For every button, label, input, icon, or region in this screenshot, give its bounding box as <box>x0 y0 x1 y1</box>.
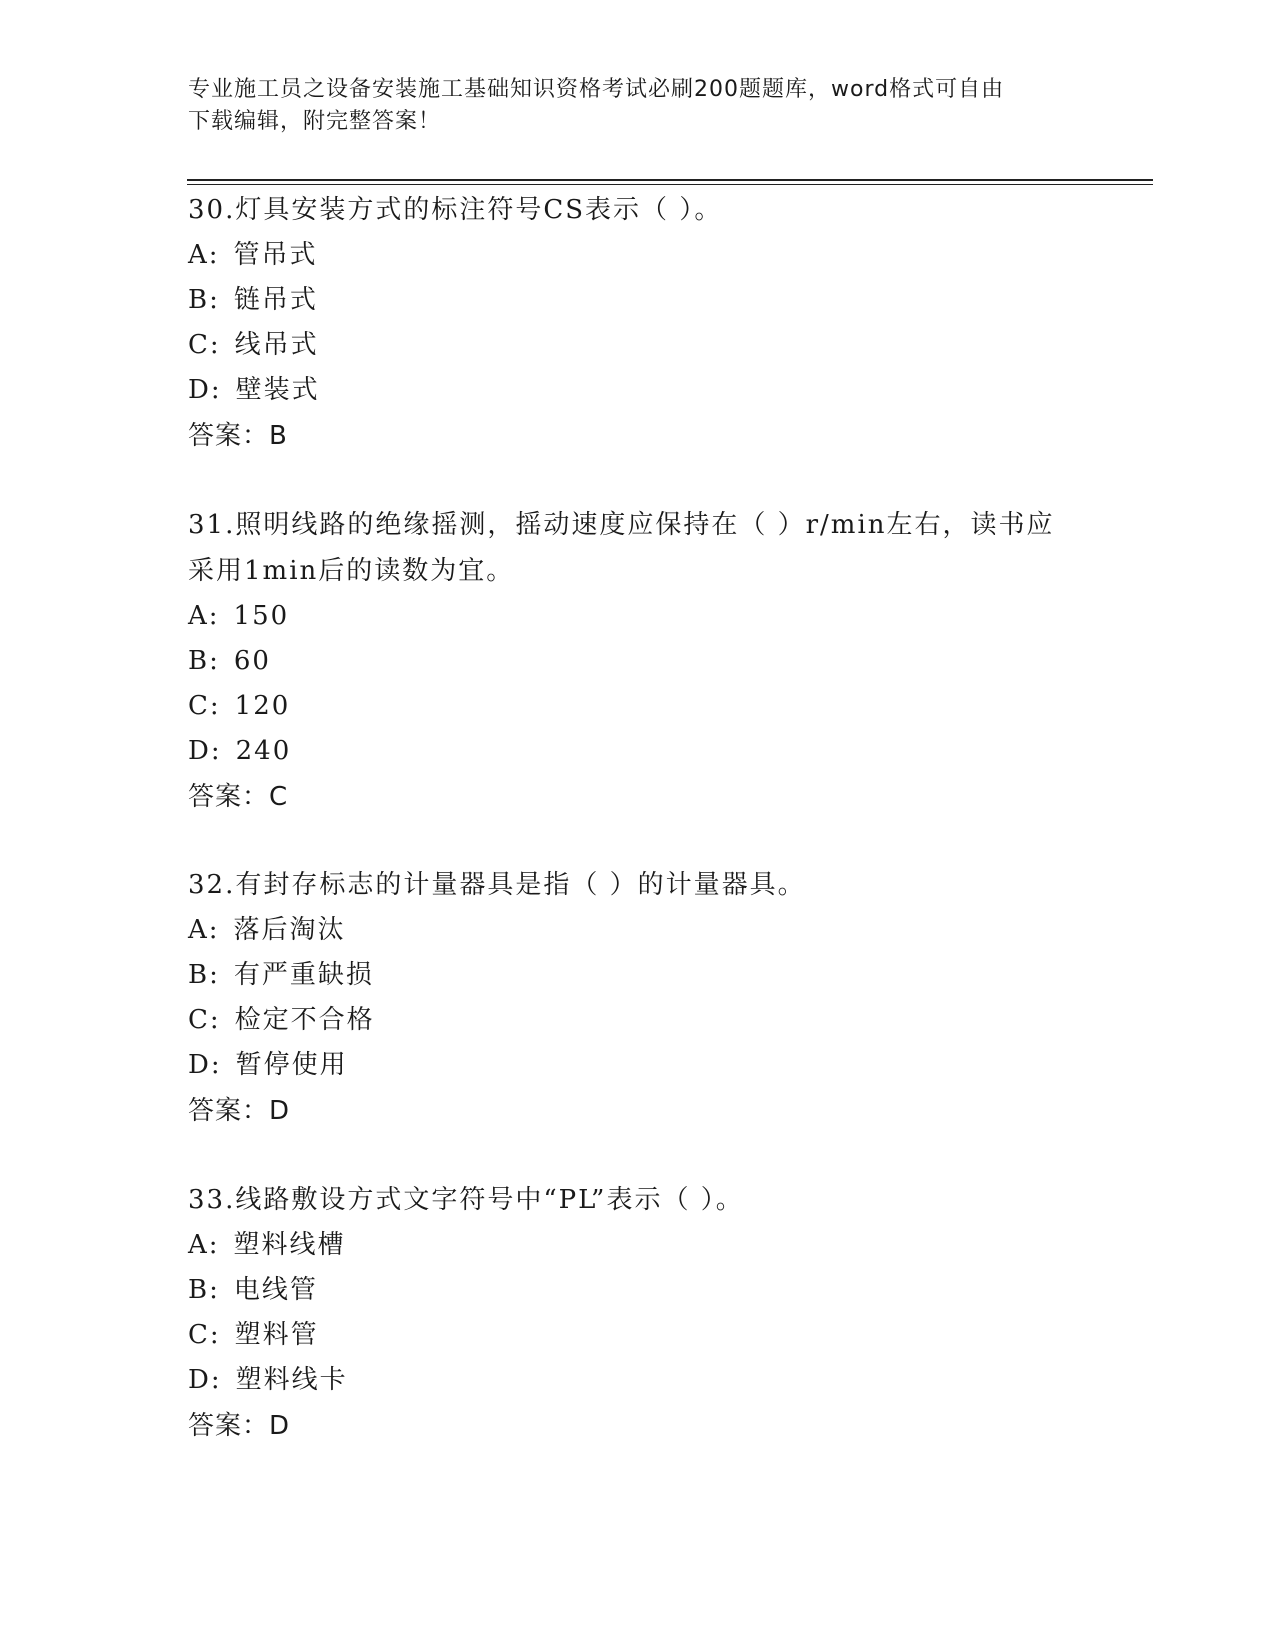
option-letter: D: <box>188 736 222 766</box>
option-c <box>188 1313 1088 1358</box>
question-33 <box>188 1177 1088 1449</box>
option-a <box>188 233 1088 278</box>
question-stem: 30.灯具安装方式的标注符号CS表示（ ）。 <box>188 195 723 225</box>
option-text: 检定不合格 <box>234 1005 375 1035</box>
header-line-1: 专业施工员之设备安装施工基础知识资格考试必刷200题题库，word格式可自由 <box>188 77 1005 102</box>
option-b <box>188 639 1088 684</box>
option-letter: B: <box>188 960 220 990</box>
header-divider-thin <box>187 184 1153 185</box>
option-a <box>188 908 1088 953</box>
answer-line: 答案：B <box>188 421 288 451</box>
option-letter: A: <box>188 1230 220 1260</box>
answer-line: 答案：D <box>188 1411 291 1441</box>
question-32 <box>188 862 1088 1134</box>
option-c <box>188 684 1088 729</box>
option-text: 链吊式 <box>233 285 318 315</box>
option-text: 塑料线槽 <box>233 1230 346 1260</box>
option-letter: A: <box>188 601 220 631</box>
document-header <box>188 74 1088 138</box>
question-30 <box>188 187 1088 459</box>
option-letter: C: <box>188 330 221 360</box>
option-text: 壁装式 <box>235 375 320 405</box>
option-text: 120 <box>234 691 291 721</box>
option-d <box>188 368 1088 413</box>
option-letter: C: <box>188 1005 221 1035</box>
option-text: 暂停使用 <box>235 1050 348 1080</box>
option-letter: B: <box>188 1275 220 1305</box>
option-text: 线吊式 <box>234 330 319 360</box>
question-31 <box>188 502 1088 820</box>
option-letter: A: <box>188 240 220 270</box>
option-text: 落后淘汰 <box>233 915 346 945</box>
question-stem: 31.照明线路的绝缘摇测，摇动速度应保持在（ ）r/min左右，读书应 <box>188 510 1055 540</box>
option-c <box>188 998 1088 1043</box>
option-letter: A: <box>188 915 220 945</box>
option-text: 240 <box>235 736 292 766</box>
option-text: 150 <box>233 601 290 631</box>
option-d <box>188 1358 1088 1403</box>
option-b <box>188 1268 1088 1313</box>
question-stem-continued: 采用1min后的读数为宜。 <box>188 556 515 586</box>
option-d <box>188 1043 1088 1088</box>
option-b <box>188 953 1088 998</box>
option-text: 60 <box>233 646 271 676</box>
question-stem: 33.线路敷设方式文字符号中“PL”表示（ ）。 <box>188 1185 744 1215</box>
option-letter: D: <box>188 1050 222 1080</box>
option-letter: B: <box>188 285 220 315</box>
option-letter: C: <box>188 691 221 721</box>
option-text: 塑料管 <box>234 1320 319 1350</box>
question-stem: 32.有封存标志的计量器具是指（ ）的计量器具。 <box>188 870 806 900</box>
option-a <box>188 594 1088 639</box>
option-letter: D: <box>188 1365 222 1395</box>
option-d <box>188 729 1088 774</box>
option-text: 电线管 <box>233 1275 318 1305</box>
option-text: 塑料线卡 <box>235 1365 348 1395</box>
option-letter: D: <box>188 375 222 405</box>
answer-line: 答案：D <box>188 1096 291 1126</box>
header-line-2: 下载编辑，附完整答案！ <box>188 109 442 134</box>
answer-line: 答案：C <box>188 782 289 812</box>
header-divider-thick <box>187 179 1153 181</box>
option-letter: C: <box>188 1320 221 1350</box>
option-text: 有严重缺损 <box>233 960 374 990</box>
option-text: 管吊式 <box>233 240 318 270</box>
option-c <box>188 323 1088 368</box>
option-a <box>188 1223 1088 1268</box>
option-letter: B: <box>188 646 220 676</box>
option-b <box>188 278 1088 323</box>
